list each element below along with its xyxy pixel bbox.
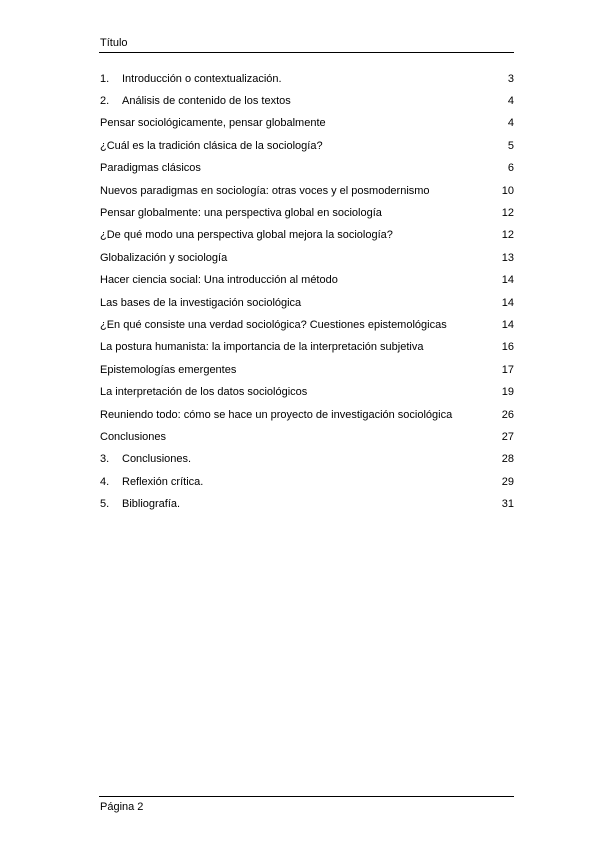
toc-entry-title: Reflexión crítica. xyxy=(122,475,204,488)
toc-entry-title: ¿En qué consiste una verdad sociológica? Cuestiones epistemológicas xyxy=(100,318,447,331)
toc-entry-page: 14 xyxy=(501,296,514,309)
toc-entry-page: 4 xyxy=(507,95,514,108)
toc-entry[interactable] xyxy=(100,359,514,381)
toc-entry-title: Las bases de la investigación sociológica xyxy=(100,296,302,309)
toc-entry-title: Epistemologías emergentes xyxy=(100,363,237,376)
toc-entry-title: Análisis de contenido de los textos xyxy=(122,95,291,108)
toc-entry-title: Pensar sociológicamente, pensar globalmente xyxy=(100,117,326,130)
toc-entry[interactable] xyxy=(100,404,514,426)
toc-entry-title: Bibliografía. xyxy=(122,498,181,511)
toc-entry-number: 5. xyxy=(100,498,110,511)
toc-entry-title: Conclusiones xyxy=(100,430,167,443)
toc-entry-number: 1. xyxy=(100,72,110,85)
toc-entry[interactable] xyxy=(100,449,514,471)
toc-entry[interactable] xyxy=(100,202,514,224)
toc-entry-title: Pensar globalmente: una perspectiva global en sociología xyxy=(100,207,382,220)
toc-entry-page: 29 xyxy=(501,475,514,488)
toc-entry-page: 26 xyxy=(501,408,514,421)
page-header xyxy=(99,35,514,53)
toc-entry[interactable] xyxy=(100,493,514,515)
toc-entry-number: 4. xyxy=(100,475,110,488)
toc-entry-page: 14 xyxy=(501,318,514,331)
toc-entry-page: 4 xyxy=(507,117,514,130)
toc-entry-title: La postura humanista: la importancia de la interpretación subjetiva xyxy=(100,341,424,354)
toc-entry-page: 17 xyxy=(501,363,514,376)
toc-entry-page: 5 xyxy=(507,139,514,152)
toc-entry-page: 13 xyxy=(501,251,514,264)
toc-entry-number: 2. xyxy=(100,95,110,108)
toc-entry[interactable] xyxy=(100,337,514,359)
toc-entry-title: Hacer ciencia social: Una introducción al método xyxy=(100,274,338,287)
toc-entry[interactable] xyxy=(100,270,514,292)
toc-entry-title: Globalización y sociología xyxy=(100,251,228,264)
toc-entry-page: 31 xyxy=(501,498,514,511)
toc-entry[interactable] xyxy=(100,158,514,180)
toc-entry-page: 6 xyxy=(507,162,514,175)
page-footer xyxy=(99,796,514,813)
footer-page-number: Página 2 xyxy=(100,801,144,813)
toc-entry-title: Paradigmas clásicos xyxy=(100,162,201,175)
toc-entry[interactable] xyxy=(100,381,514,403)
toc-entry-page: 27 xyxy=(501,430,514,443)
toc-entry[interactable] xyxy=(100,471,514,493)
toc-entry[interactable] xyxy=(100,135,514,157)
toc-entry-title: Nuevos paradigmas en sociología: otras voces y el posmodernismo xyxy=(100,184,430,197)
toc-entry-page: 19 xyxy=(501,386,514,399)
toc-entry-title: ¿Cuál es la tradición clásica de la sociología? xyxy=(100,139,323,152)
header-title: Título xyxy=(100,37,128,49)
toc-entry[interactable] xyxy=(100,113,514,135)
toc-entry[interactable] xyxy=(100,68,514,90)
toc-entry[interactable] xyxy=(100,247,514,269)
toc-entry-page: 12 xyxy=(501,229,514,242)
toc-entry[interactable] xyxy=(100,314,514,336)
toc-entry-title: Conclusiones. xyxy=(122,453,192,466)
toc-entry-title: La interpretación de los datos sociológicos xyxy=(100,386,308,399)
toc-entry-page: 10 xyxy=(501,184,514,197)
toc-entry[interactable] xyxy=(100,225,514,247)
toc-entry-number: 3. xyxy=(100,453,110,466)
toc-entry-title: Reuniendo todo: cómo se hace un proyecto de investigación sociológica xyxy=(100,408,453,421)
toc-entry-title: Introducción o contextualización. xyxy=(122,72,282,85)
toc-entry-title: ¿De qué modo una perspectiva global mejora la sociología? xyxy=(100,229,393,242)
toc-entry-page: 12 xyxy=(501,207,514,220)
table-of-contents xyxy=(100,68,514,516)
toc-entry[interactable] xyxy=(100,90,514,112)
toc-entry-page: 16 xyxy=(501,341,514,354)
toc-entry-page: 28 xyxy=(501,453,514,466)
toc-entry[interactable] xyxy=(100,292,514,314)
toc-entry[interactable] xyxy=(100,426,514,448)
toc-entry-page: 14 xyxy=(501,274,514,287)
toc-entry-page: 3 xyxy=(507,72,514,85)
toc-entry[interactable] xyxy=(100,180,514,202)
